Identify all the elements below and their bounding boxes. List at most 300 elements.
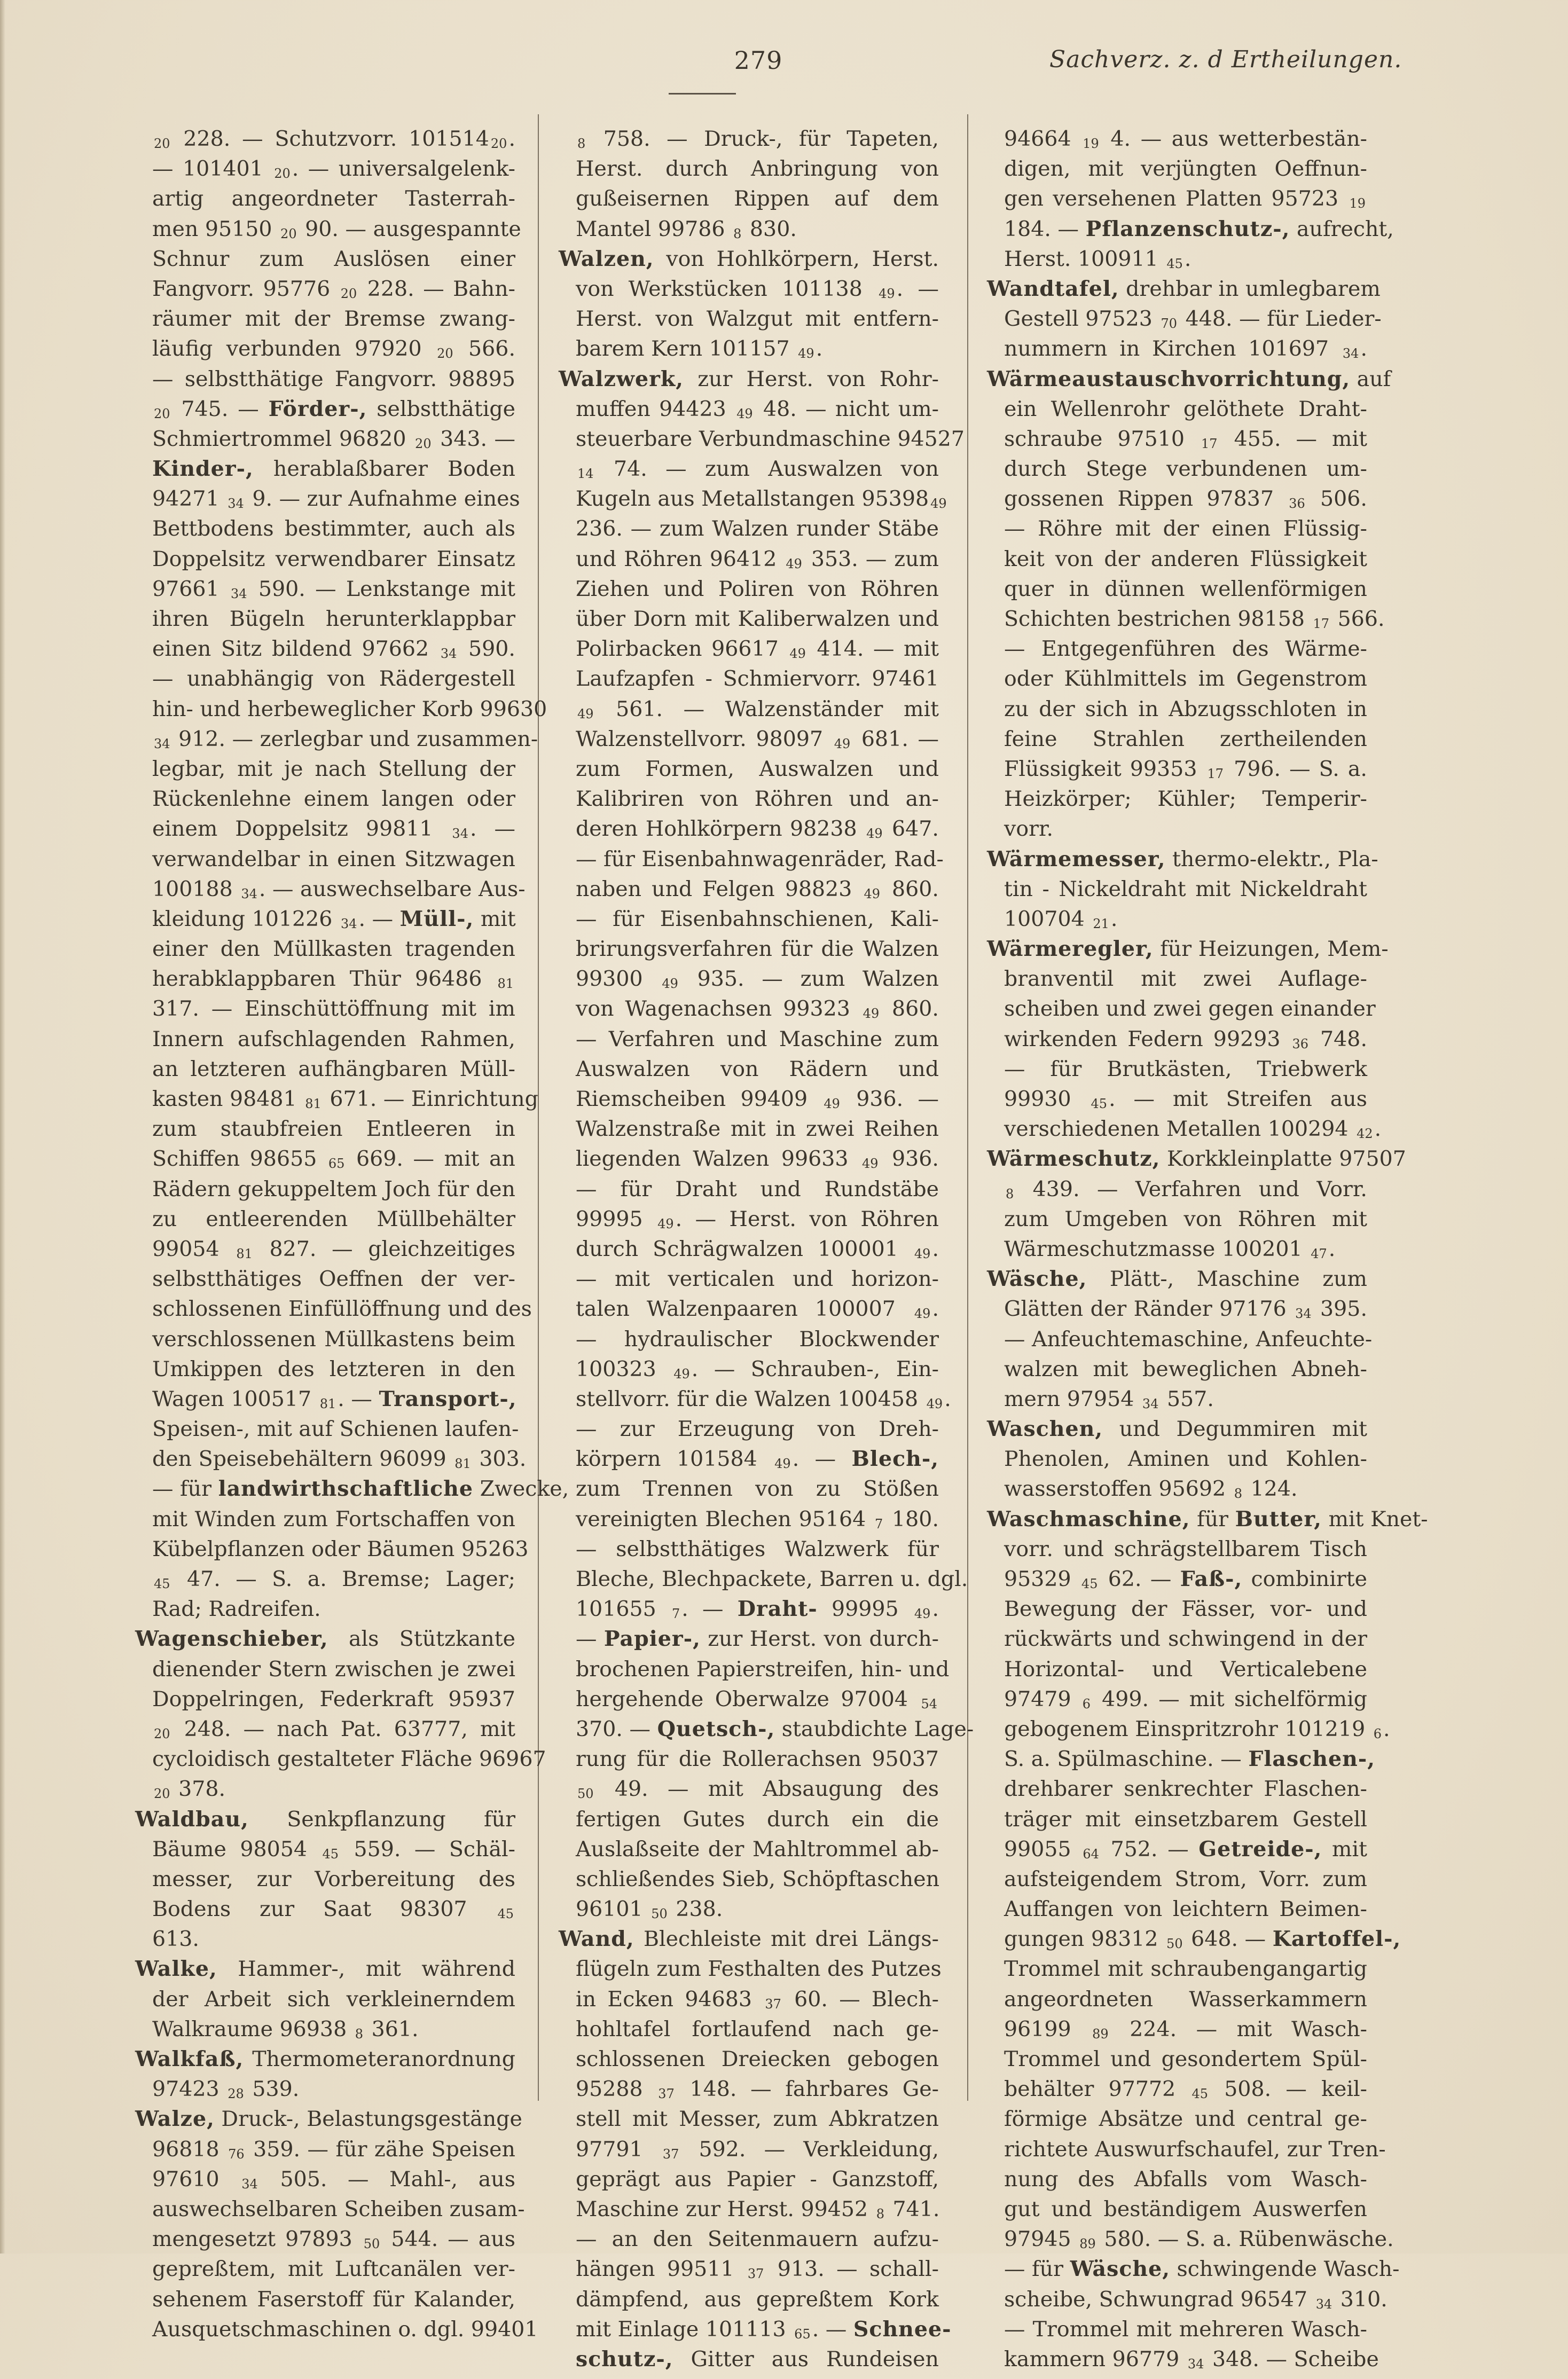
index-line — [559, 1564, 968, 1594]
index-line — [987, 574, 1367, 604]
index-line — [559, 184, 939, 214]
patent-class-number: 37 — [662, 2146, 679, 2162]
index-line — [135, 1414, 519, 1444]
index-text: dienender Stern zwischen je zwei — [152, 1656, 515, 1682]
index-text: . — — [896, 276, 939, 301]
index-line — [135, 1654, 515, 1684]
index-text: von Hohlkörpern, Herst. — [654, 246, 939, 271]
index-line — [987, 2074, 1367, 2104]
index-line — [559, 2104, 939, 2134]
index-text: — selbstthätiges Walzwerk für — [576, 1536, 939, 1561]
patent-class-number: 45 — [1081, 1576, 1098, 1591]
index-text: Heizkörper; Kühler; Temperir- — [1004, 787, 1367, 812]
index-text: 99995 — [817, 1597, 913, 1622]
index-text: gungen 98312 — [1004, 1927, 1165, 1952]
index-text: aufrecht, — [1290, 216, 1394, 241]
patent-class-number: 6 — [1082, 1696, 1091, 1711]
index-line — [559, 454, 939, 484]
patent-class-number: 6 — [1373, 1726, 1382, 1741]
patent-class-number: 20 — [280, 226, 297, 241]
patent-class-number: 49 — [824, 1096, 840, 1111]
index-line — [135, 1024, 515, 1054]
patent-class-number: 50 — [577, 1786, 594, 1802]
index-lemma: Kartoffel-, — [1272, 1927, 1401, 1952]
index-line — [559, 2014, 939, 2044]
index-line — [135, 934, 515, 964]
index-text: 97661 — [152, 576, 229, 601]
index-text: 414. — mit — [807, 637, 939, 662]
index-text: selbstthätiges Oeffnen der ver- — [152, 1267, 515, 1292]
index-text: und Röhren 96412 — [576, 546, 785, 571]
index-text: . — [932, 1236, 939, 1261]
patent-class-number: 64 — [1083, 1846, 1099, 1862]
index-text: drehbarer senkrechter Flaschen- — [1004, 1777, 1367, 1802]
index-line — [987, 424, 1367, 454]
index-line — [987, 2344, 1379, 2374]
patent-class-number: 37 — [658, 2086, 675, 2102]
index-text: walzen mit beweglichen Abneh- — [1004, 1356, 1367, 1381]
patent-class-number: 34 — [340, 916, 357, 931]
index-text: scheiben und zwei gegen einander — [1004, 996, 1376, 1022]
index-line — [135, 2194, 525, 2224]
index-lemma: landwirthschaftliche — [218, 1477, 474, 1502]
patent-class-number: 81 — [454, 1456, 471, 1472]
patent-class-number: 45 — [1091, 1096, 1108, 1111]
index-text: schlossenen Dreiecken gebogen — [576, 2047, 939, 2071]
index-line — [559, 2344, 939, 2374]
index-text: geprägt aus Papier - Ganzstoff, — [576, 2166, 939, 2192]
index-lemma: Quetsch-, — [657, 1716, 775, 1741]
index-line — [559, 814, 939, 844]
index-line — [987, 1324, 1373, 1354]
patent-class-number: 37 — [765, 1996, 781, 2012]
index-text: digen, mit verjüngten Oeffnun- — [1004, 156, 1367, 182]
index-line — [135, 1894, 515, 1924]
index-line — [559, 154, 939, 184]
index-line — [987, 1684, 1367, 1714]
index-line — [559, 1414, 939, 1444]
patent-class-number: 34 — [1342, 346, 1359, 362]
index-text: 359. — für zähe Speisen — [246, 2137, 515, 2162]
index-entry-start-line — [987, 934, 1389, 964]
index-text: 860. — [882, 876, 939, 901]
index-line — [559, 724, 939, 754]
index-entry-start-line — [559, 364, 939, 394]
patent-class-number: 45 — [322, 1846, 339, 1862]
index-text: 353. — zum — [803, 546, 939, 571]
index-text: gußeisernen Rippen auf dem — [576, 186, 939, 211]
index-text: thermo-elektr., Pla- — [1165, 846, 1378, 871]
index-text: schlossenen Einfüllöffnung und des — [152, 1297, 532, 1322]
index-text: Schichten bestrichen 98158 — [1004, 607, 1312, 631]
index-text: . — [1328, 1236, 1336, 1261]
index-text: Bewegung der Fässer, vor- und — [1004, 1597, 1367, 1622]
index-lemma: Waschmaschine, — [987, 1506, 1190, 1532]
index-line — [135, 1294, 532, 1324]
index-text: 439. — Verfahren und Vorr. — [1015, 1176, 1367, 1202]
index-text: verwandelbar in einen Sitzwagen — [152, 846, 515, 871]
index-lemma: Wand, — [559, 1927, 634, 1952]
index-text: Auffangen von leichtern Beimen- — [1004, 1897, 1367, 1922]
index-text: 99995 — [576, 1206, 656, 1231]
index-line — [135, 334, 515, 364]
index-line — [987, 964, 1367, 994]
index-line — [559, 274, 939, 304]
index-text: 544. — aus — [381, 2227, 515, 2252]
index-line — [559, 784, 939, 814]
index-text: kasten 98481 — [152, 1087, 304, 1111]
index-line — [559, 2194, 939, 2224]
index-line — [135, 1264, 515, 1294]
index-text: 224. — mit Wasch- — [1110, 2016, 1367, 2042]
patent-class-number: 34 — [154, 736, 170, 751]
index-text: Speisen-, mit auf Schienen laufen- — [152, 1417, 519, 1442]
index-line — [559, 1294, 939, 1324]
index-text: — Röhre mit der einen Flüssig- — [1004, 516, 1367, 541]
index-text: 505. — Mahl-, aus — [259, 2166, 515, 2192]
index-line — [135, 1234, 515, 1264]
index-text: Plätt-, Maschine zum — [1087, 1267, 1367, 1292]
index-text: 590. — Lenkstange mit — [248, 576, 515, 601]
index-line — [987, 1114, 1382, 1144]
patent-class-number: 49 — [914, 1246, 931, 1261]
index-text: einen Sitz bildend 97662 — [152, 637, 439, 662]
index-text: Walzenstellvorr. 98097 — [576, 726, 833, 751]
index-text: keit von der anderen Flüssigkeit — [1004, 546, 1367, 571]
index-line — [559, 1084, 939, 1114]
index-line — [559, 1834, 939, 1864]
index-text: — selbstthätige Fangvorr. 98895 — [152, 366, 515, 391]
index-line — [135, 2284, 515, 2314]
index-line — [987, 814, 1367, 844]
index-line — [987, 1864, 1367, 1894]
index-line — [987, 1954, 1367, 1984]
index-text: 361. — [365, 2016, 419, 2042]
patent-class-number: 36 — [1292, 1036, 1309, 1051]
index-line — [135, 574, 515, 604]
index-line — [559, 2224, 939, 2254]
index-line — [559, 1204, 939, 1234]
index-line — [559, 754, 939, 784]
patent-class-number: 8 — [577, 136, 586, 151]
index-line — [987, 664, 1367, 694]
patent-class-number: 34 — [241, 2176, 258, 2192]
index-text: schließendes Sieb, Schöpftaschen — [576, 1866, 940, 1891]
index-line — [987, 1024, 1367, 1054]
index-text: 936. — [880, 1147, 939, 1172]
index-line — [987, 1444, 1367, 1474]
index-line — [987, 1294, 1367, 1324]
index-text: drehbar in umlegbarem — [1119, 276, 1381, 301]
index-line — [559, 1174, 939, 1204]
index-text: richtete Auswurfschaufel, zur Tren- — [1004, 2137, 1386, 2162]
patent-class-number: 47 — [1311, 1246, 1327, 1261]
index-text: 97945 — [1004, 2227, 1078, 2252]
index-line — [135, 1534, 529, 1564]
patent-class-number: 28 — [228, 2086, 244, 2102]
index-line — [135, 394, 515, 424]
index-line — [987, 124, 1367, 154]
index-text: 317. — Einschüttöffnung mit im — [152, 996, 515, 1022]
index-text: 100704 — [1004, 906, 1092, 931]
index-entry-start-line — [987, 1504, 1428, 1534]
patent-class-number: 21 — [1093, 916, 1109, 931]
index-text: durch Stege verbundenen um- — [1004, 457, 1367, 482]
index-line — [135, 1474, 569, 1504]
patent-class-number: 49 — [914, 1606, 931, 1622]
index-text: förmige Absätze und central ge- — [1004, 2107, 1367, 2132]
index-text: angeordneten Wasserkammern — [1004, 1987, 1367, 2012]
index-text: 912. — zerlegbar und zusammen- — [171, 726, 538, 751]
index-lemma: Walze, — [135, 2107, 215, 2132]
index-line — [135, 874, 526, 904]
index-text: . — [1374, 1117, 1382, 1142]
index-text: 592. — Verkleidung, — [680, 2137, 939, 2162]
index-text: Druck-, Belastungsgestänge — [214, 2107, 522, 2132]
index-text: hin- und herbeweglicher Korb 99630 — [152, 696, 547, 721]
index-text: 90. — ausgespannte — [298, 216, 521, 241]
index-lemma: Wärmeschutz, — [987, 1147, 1161, 1172]
index-text: hergehende Oberwalze 97004 — [576, 1686, 920, 1711]
index-text: mit Einlage 101113 — [576, 2317, 793, 2342]
index-line — [135, 2314, 538, 2344]
index-text: 860. — [881, 996, 939, 1022]
patent-class-number: 8 — [1234, 1486, 1243, 1502]
index-text: flügeln zum Festhalten des Putzes — [576, 1957, 942, 1982]
index-line — [987, 1714, 1390, 1744]
index-text: 9. — zur Aufnahme eines — [245, 486, 520, 512]
index-line — [135, 964, 515, 994]
index-line — [135, 1054, 515, 1084]
index-lemma: Papier-, — [603, 1627, 701, 1652]
index-text: Wärmeschutzmasse 100201 — [1004, 1236, 1310, 1261]
index-entry-start-line — [135, 1624, 515, 1654]
patent-class-number: 34 — [1187, 2356, 1204, 2372]
index-text: — 101401 — [152, 156, 273, 182]
index-line — [987, 874, 1367, 904]
index-text: vorr. und schrägstellbarem Tisch — [1004, 1536, 1367, 1561]
index-text: Auswalzen von Rädern und — [576, 1056, 939, 1081]
patent-class-number: 49 — [662, 976, 678, 992]
index-entry-start-line — [135, 2104, 522, 2134]
index-text: 94664 — [1004, 127, 1081, 151]
index-text: 96101 — [576, 1897, 650, 1922]
index-line — [559, 634, 939, 664]
index-text: branventil mit zwei Auflage- — [1004, 967, 1367, 992]
patent-class-number: 37 — [747, 2266, 764, 2282]
index-text: 180. — [884, 1506, 939, 1532]
index-line — [559, 694, 939, 724]
patent-class-number: 50 — [363, 2236, 380, 2252]
index-line — [559, 1444, 939, 1474]
index-line — [559, 1024, 939, 1054]
index-line — [135, 1594, 515, 1624]
index-line — [559, 844, 944, 874]
index-text: 935. — zum Walzen — [679, 967, 939, 992]
index-text: mern 97954 — [1004, 1386, 1141, 1411]
patent-class-number: 36 — [1289, 496, 1305, 512]
index-column-right — [987, 124, 1428, 2374]
index-text: von Wagenachsen 99323 — [576, 996, 861, 1022]
index-text: artig angeordneter Tasterrah- — [152, 186, 515, 211]
index-line — [987, 1534, 1367, 1564]
index-text: 561. — Walzenständer mit — [595, 696, 939, 721]
index-text: liegenden Walzen 99633 — [576, 1147, 860, 1172]
index-line — [559, 1624, 939, 1654]
index-text: kammern 96779 — [1004, 2346, 1186, 2372]
index-text: in Ecken 94683 — [576, 1987, 764, 2012]
index-text: wirkenden Federn 99293 — [1004, 1026, 1291, 1051]
index-text: 343. — — [433, 426, 515, 451]
index-text: dämpfend, aus gepreßtem Kork — [576, 2287, 939, 2312]
index-text: gepreßtem, mit Luftcanälen ver- — [152, 2257, 515, 2282]
index-text: 580. — S. a. Rübenwäsche. — [1097, 2227, 1394, 2252]
index-line — [987, 2194, 1367, 2224]
index-text: 101655 — [576, 1597, 670, 1622]
index-text: und Degummiren mit — [1103, 1417, 1367, 1442]
index-line — [559, 544, 939, 574]
index-line — [135, 214, 521, 244]
patent-class-number: 19 — [1349, 196, 1366, 211]
index-line — [987, 1384, 1367, 1414]
index-line — [987, 154, 1367, 184]
index-line — [559, 994, 939, 1024]
index-lemma: Flaschen-, — [1248, 1747, 1375, 1772]
patent-class-number: 20 — [154, 406, 170, 421]
index-text: . — [944, 1386, 951, 1411]
index-text: 557. — [1160, 1386, 1214, 1411]
index-entry-start-line — [987, 844, 1378, 874]
index-text: — — [576, 1627, 604, 1652]
index-line — [135, 2254, 515, 2284]
index-text: 590. — [458, 637, 515, 662]
index-line — [559, 1324, 939, 1354]
index-text: 100323 — [576, 1356, 672, 1381]
index-text: — unabhängig von Rädergestell — [152, 666, 515, 692]
index-text: selbstthätige — [367, 396, 515, 421]
index-text: sehenem Faserstoff für Kalander, — [152, 2287, 515, 2312]
index-lemma: Wagenschieber, — [135, 1627, 328, 1652]
index-entry-start-line — [135, 2044, 515, 2074]
patent-class-number: 8 — [876, 2206, 884, 2221]
index-line — [559, 484, 947, 514]
patent-class-number: 8 — [355, 2026, 364, 2042]
index-entry-start-line — [987, 1414, 1367, 1444]
index-line — [987, 1174, 1367, 1204]
patent-class-number: 7 — [672, 1606, 680, 1622]
index-text: behälter 97772 — [1004, 2077, 1190, 2102]
index-text: 4. — aus wetterbestän- — [1100, 127, 1367, 151]
index-line — [135, 454, 515, 484]
index-line — [559, 2134, 939, 2164]
index-line — [559, 2314, 952, 2344]
index-text: — für Eisenbahnwagenräder, Rad- — [576, 846, 944, 871]
index-line — [135, 1684, 515, 1714]
patent-class-number: 70 — [1161, 316, 1178, 332]
patent-class-number: 49 — [879, 286, 895, 301]
index-text: 124. — [1244, 1477, 1298, 1502]
index-text: durch Schrägwalzen 100001 — [576, 1236, 913, 1261]
index-line — [135, 1864, 515, 1894]
index-lemma: Pflanzenschutz-, — [1085, 216, 1290, 241]
index-text: quer in dünnen wellenförmigen — [1004, 576, 1367, 601]
index-text: Schnur zum Auslösen einer — [152, 246, 515, 271]
index-text: Bodens zur Saat 98307 — [152, 1897, 496, 1922]
patent-class-number: 81 — [236, 1246, 253, 1261]
index-text: Trommel und gesondertem Spül- — [1004, 2047, 1367, 2071]
index-entry-start-line — [987, 1264, 1367, 1294]
index-line — [559, 964, 939, 994]
index-text: Herst. von Walzgut mit entfern- — [576, 307, 939, 332]
index-text: 448. — für Lieder- — [1179, 307, 1382, 332]
index-text: Umkippen des letzteren in den — [152, 1356, 515, 1381]
index-text: 148. — fahrbares Ge- — [676, 2077, 939, 2102]
index-text: — für Brutkästen, Triebwerk — [1004, 1056, 1367, 1081]
index-lemma: Walke, — [135, 1957, 217, 1982]
index-text: 95288 — [576, 2077, 657, 2102]
patent-class-number: 49 — [774, 1456, 791, 1472]
index-text: 741. — [885, 2196, 940, 2221]
index-line — [987, 1774, 1367, 1804]
index-line — [559, 2164, 939, 2194]
index-text: mit Knet- — [1322, 1506, 1428, 1532]
index-text: . — — [338, 1386, 379, 1411]
index-text: 47. — S. a. Bremse; Lager; — [171, 1567, 515, 1591]
index-line — [559, 874, 939, 904]
patent-class-number: 76 — [228, 2146, 245, 2162]
index-line — [987, 1204, 1367, 1234]
patent-class-number: 34 — [452, 826, 468, 842]
index-text: 238. — [669, 1897, 723, 1922]
index-text: zur Herst. von durch- — [700, 1627, 939, 1652]
index-line — [559, 214, 939, 244]
index-text: aufsteigendem Strom, Vorr. zum — [1004, 1866, 1367, 1891]
index-line — [559, 1984, 939, 2014]
index-text: Walkraume 96938 — [152, 2016, 354, 2042]
patent-class-number: 42 — [1357, 1126, 1373, 1142]
index-line — [987, 904, 1367, 934]
index-line — [987, 1594, 1367, 1624]
index-text: 348. — Scheibe — [1205, 2346, 1379, 2372]
patent-class-number: 34 — [1142, 1396, 1159, 1411]
index-line — [987, 1354, 1367, 1384]
index-line — [987, 694, 1367, 724]
patent-class-number: 8 — [1006, 1186, 1014, 1202]
index-text: vereinigten Blechen 95164 — [576, 1506, 873, 1532]
index-text: . — universalgelenk- — [292, 156, 515, 182]
index-line — [987, 2134, 1386, 2164]
index-text: — zur Erzeugung von Dreh- — [576, 1417, 939, 1442]
index-lemma: Wärmeregler, — [987, 937, 1154, 962]
index-text: 96818 — [152, 2137, 227, 2162]
index-text: den Speisebehältern 96099 — [152, 1447, 453, 1472]
index-text: 62. — — [1099, 1567, 1180, 1591]
index-text: — für — [1004, 2257, 1070, 2282]
index-line — [987, 214, 1394, 244]
index-text: zum staubfreien Entleeren in — [152, 1117, 515, 1142]
patent-class-number: 49 — [789, 646, 806, 662]
index-text: Bäume 98054 — [152, 1836, 321, 1862]
index-text: Maschine zur Herst. 99452 — [576, 2196, 875, 2221]
index-line — [559, 124, 939, 154]
index-text: einer den Müllkasten tragenden — [152, 937, 515, 962]
index-text: . — [1360, 336, 1367, 362]
index-line — [135, 274, 515, 304]
patent-class-number: 20 — [274, 166, 291, 182]
index-text: auf — [1350, 366, 1391, 391]
index-line — [135, 1924, 515, 1954]
index-text: vorr. — [1004, 816, 1054, 842]
